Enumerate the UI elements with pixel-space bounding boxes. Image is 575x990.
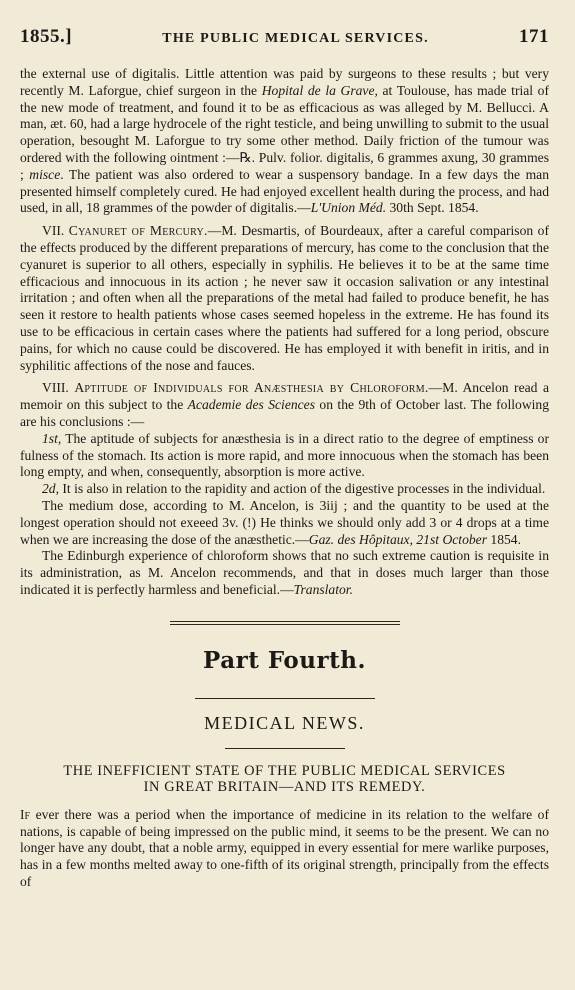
paragraph-medium-dose: The medium dose, according to M. Ancelon, is 3iij ; and the quantity to be used at the longest operation should not exeeed 3v. (!) He thinks we should only add 3 or 4 drops at a time when we are increasing the dose of the anæsthetic.—Gaz. des Hôpitaux, 21st October 1854.	[20, 497, 549, 547]
paragraph-conclusion-2: 2d, It is also in relation to the rapidity and action of the digestive processes in the individual.	[42, 481, 546, 497]
double-rule-divider	[170, 621, 400, 625]
section-heading-cyanuret: Cyanuret of Mercury.	[68, 223, 208, 239]
paragraph-digitalis: the external use of digitalis. Little attention was paid by surgeons to these results ; but very recently M. Laforgue, chief surgeon in the Hopital de la Grave, at Toulouse, has made trial of the new mode of treatment, and found it to be as efficacious as was alleged by M. Bellucci. A man, æt. 60, had a large hydrocele of the right testicle, and being unwilling to submit to the usual operation, besought M. Laforgue to try some other method. Daily friction of the tumour was ordered with the following ointment :—℞. Pulv. folior. digitalis, 6 grammes axung, 30 grammes ; misce. The patient was also ordered to wear a suspensory bandage. In a few days the man presented himself completely cured. He had enjoyed excellent health during the process, and had used, in all, 18 grammes of the powder of digitalis.—L'Union Méd. 30th Sept. 1854.	[20, 66, 549, 216]
rule-divider	[195, 698, 375, 699]
section-heading-anaesthesia: Aptitude of Individuals for Anæsthesia by Chloroform.	[74, 380, 429, 396]
rule-divider-short	[225, 748, 345, 749]
running-header	[20, 26, 549, 48]
medical-news-article	[20, 807, 549, 891]
section-title: MEDICAL NEWS.	[204, 712, 365, 733]
paragraph-anaesthesia: VIII. Aptitude of Individuals for Anæsthesia by Chloroform.—M. Ancelon read a memoir on this subject to the Academie des Sciences on the 9th of October last. The following are his conclusions :—	[20, 380, 550, 429]
header-title: THE PUBLIC MEDICAL SERVICES.	[162, 31, 429, 46]
page-number: 171	[518, 26, 549, 47]
article-title: THE INEFFICIENT STATE OF THE PUBLIC MEDICAL SERVICES IN GREAT BRITAIN—AND ITS REMEDY.	[63, 762, 506, 795]
article-text	[20, 66, 549, 599]
paragraph-cyanuret-of-mercury: VII. Cyanuret of Mercury.—M. Desmartis, of Bourdeaux, after a careful comparison of the effects produced by the different preparations of mercury, has come to the conclusion that the cyanuret is superior to all others, especially in syphilis. He believes it to be at the same time efficacious and innocuous in its action ; he never saw it occasion salivation or any intestinal irritation ; and often when all the preparations of the metal had failed to produce benefit, he has seen it restore to health patients whose cases seemed hopeless in the extreme. He has found its use to be efficacious in certain cases where the patients had suffered for a long period, obscure pains, for which no cause could be discovered. He has employed it with benefit in iritis, and in syphilitic affections of the nose and fauces.	[20, 223, 549, 373]
paragraph-opening: If ever there was a period when the importance of medicine in its relation to the welfare of nations, is capable of being impressed on the public mind, it seems to be the present. We can no longer have any doubt, that a noble army, equipped in every essential for mere warlike purposes, has in a few months melted away to one-fifth of its original strength, principally from the effects of	[20, 806, 549, 889]
header-year: 1855.]	[20, 26, 73, 47]
part-heading: Part Fourth.	[203, 646, 366, 674]
paragraph-edinburgh: The Edinburgh experience of chloroform shows that no such extreme caution is requisite in its administration, as M. Ancelon recommends, and that in doses much larger than those indicated it is perfectly harmless and beneficial.—Translator.	[20, 548, 549, 597]
paragraph-conclusion-1: 1st, The aptitude of subjects for anæsthesia is in a direct ratio to the degree of emptiness or fulness of the stomach. Its action is more rapid, and more innocuous when the stomach has been long empty, and when, consequently, absorption is more active.	[20, 430, 549, 480]
